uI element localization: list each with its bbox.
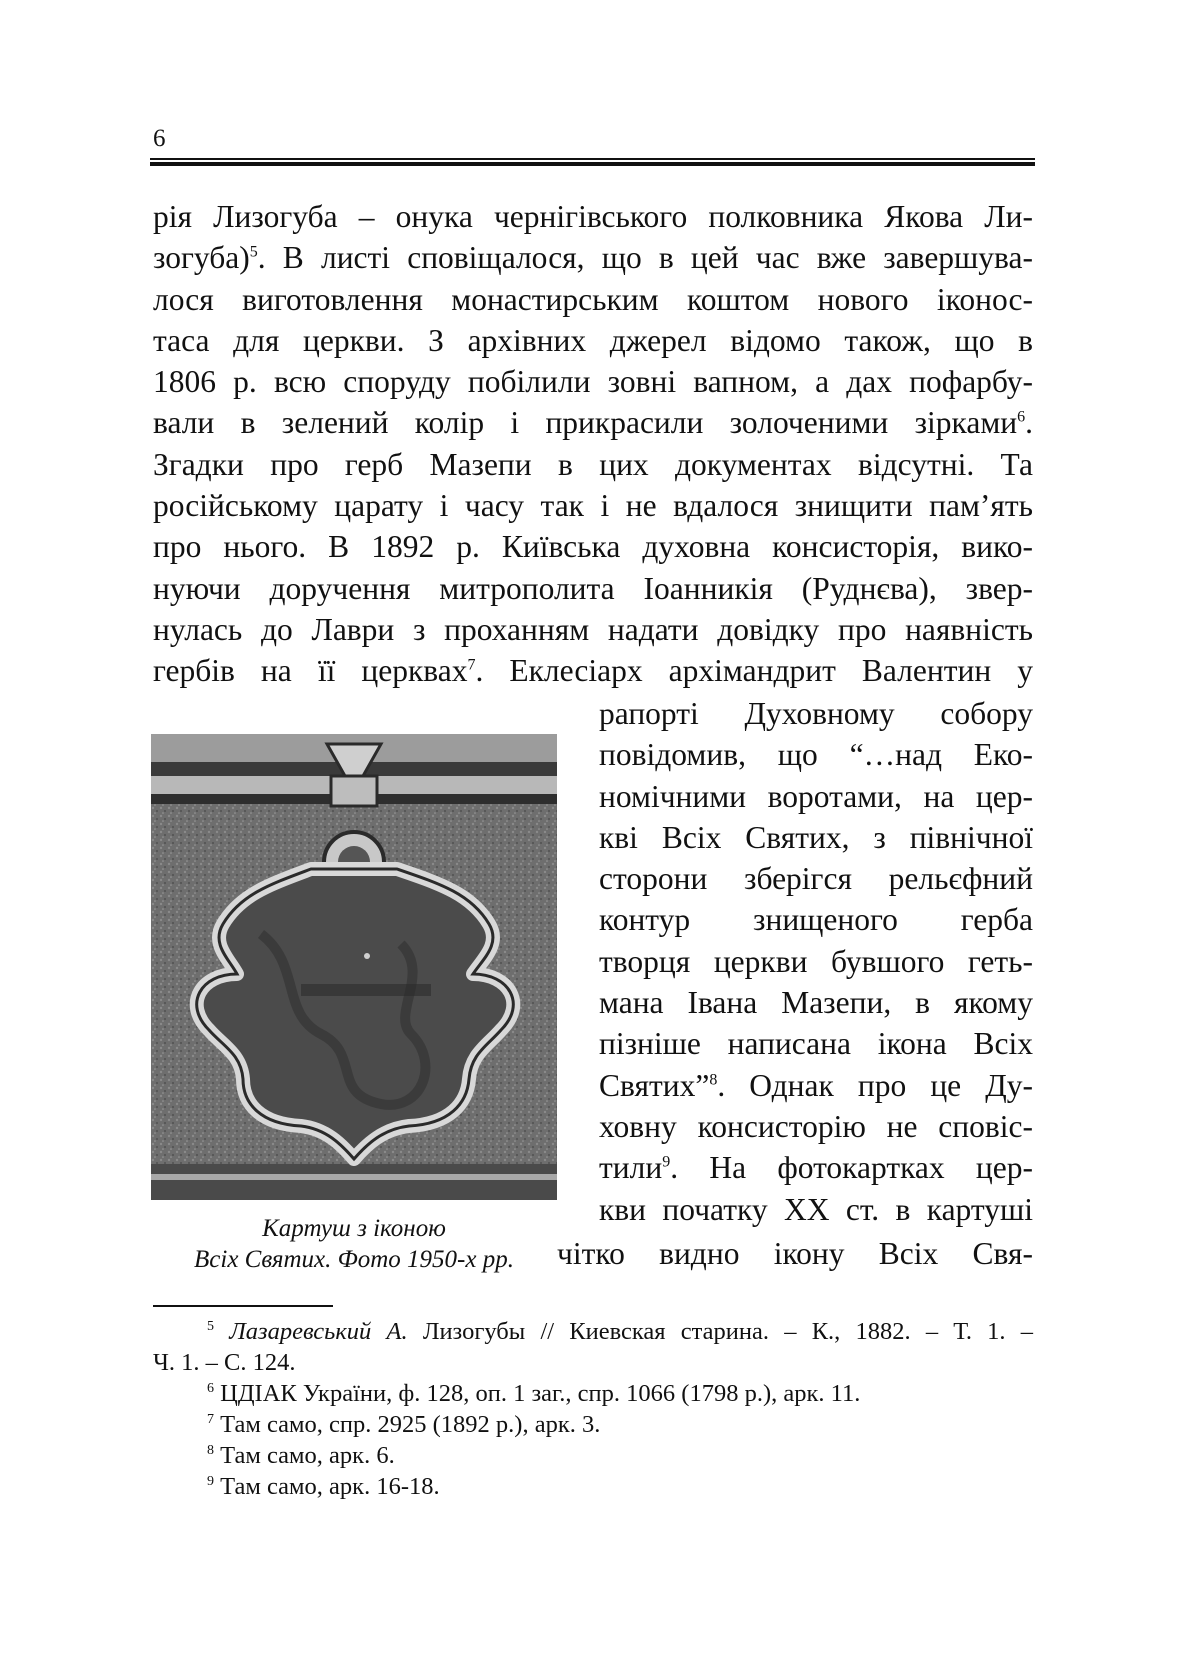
- caption-line: Картуш з іконою: [262, 1215, 446, 1242]
- text-line: творця церкви бувшого геть-: [599, 943, 1033, 979]
- footnote-ref: 7: [467, 656, 476, 674]
- text-line: рапорті Духовному собору: [599, 696, 1033, 731]
- text-line: мана Івана Мазепи, в якому: [599, 985, 1033, 1021]
- footnote-number: 5: [207, 1318, 214, 1334]
- footnote-ref: 5: [249, 243, 258, 261]
- page-number: 6: [153, 125, 166, 152]
- text-line: рія Лизогуба – онука чернігівського полковника Якова Ли-: [153, 199, 1033, 234]
- footnote-number: 7: [207, 1411, 214, 1427]
- footnote-item: $^9$ Там само, арк. 16-18.: [207, 1473, 440, 1500]
- text-line: нулась до Лаври з проханням надати довідку про наявність: [153, 611, 1033, 647]
- last-text-line: [557, 1233, 1033, 1274]
- header-rule: [150, 158, 1035, 167]
- header-rule-thick: [150, 162, 1035, 166]
- text-line: кві Всіх Святих, з північної: [599, 819, 1033, 855]
- text-line: таса для церкви. З архівних джерел відомо також, що в: [153, 322, 1033, 358]
- footnote-continuation: Ч. 1. – С. 124.: [153, 1349, 296, 1376]
- side-text: [599, 693, 1033, 1230]
- cartouche-photo-image: [151, 734, 557, 1200]
- text-line: російському царату і часу так і не вдалося знищити пам’ять: [153, 488, 1033, 524]
- footnote-rule: [153, 1305, 333, 1307]
- footnotes: [153, 1316, 1033, 1502]
- footnote-item: $^5$ Лазаревський А. Лизогубы // Киевская старина. – К., 1882. – Т. 1. –: [207, 1318, 1033, 1345]
- footnote-ref: 8: [709, 1071, 718, 1089]
- footnote-item: $^8$ Там само, арк. 6.: [207, 1442, 395, 1469]
- text-line: Згадки про герб Мазепи в цих документах відсутні. Та: [153, 446, 1033, 482]
- body-text: [153, 196, 1033, 692]
- text-line: кви початку XX ст. в картуші: [599, 1191, 1033, 1227]
- photo-caption: [151, 1213, 557, 1275]
- text-line: про нього. В 1892 р. Київська духовна консисторія, вико-: [153, 529, 1033, 565]
- text-line: лося виготовлення монастирським коштом нового іконос-: [153, 281, 1033, 317]
- footnote-number: 6: [207, 1380, 214, 1396]
- text-line: сторони зберігся рельєфний: [599, 861, 1033, 897]
- footnote-ref: 6: [1017, 408, 1026, 426]
- caption-line: Всіх Святих. Фото 1950-х рр.: [194, 1246, 514, 1273]
- text-line: гербів на її церквах$^7$. Еклесіарх архімандрит Валентин у: [153, 653, 1033, 689]
- text-line: 1806 р. всю споруду побілили зовні вапном, а дах пофарбу-: [153, 364, 1033, 400]
- text-line: номічними воротами, на цер-: [599, 778, 1033, 814]
- text-line: чітко видно ікону Всіх Свя-: [557, 1236, 1033, 1271]
- text-line: зогуба)$^5$. В листі сповіщалося, що в цей час вже завершува-: [153, 240, 1033, 276]
- text-line: ховну консисторію не сповіс-: [599, 1108, 1033, 1144]
- footnote-author: Лазаревський А.: [229, 1318, 408, 1345]
- footnote-number: 8: [207, 1442, 214, 1458]
- text-line: контур знищеного герба: [599, 902, 1033, 938]
- text-line: повідомив, що “…над Еко-: [599, 737, 1033, 773]
- header-rule-thin: [150, 158, 1035, 160]
- footnote-item: $^6$ ЦДІАК України, ф. 128, оп. 1 заг., спр. 1066 (1798 р.), арк. 11.: [207, 1380, 861, 1407]
- footnote-item: $^7$ Там само, спр. 2925 (1892 р.), арк. 3.: [207, 1411, 601, 1438]
- text-line: тили$^9$. На фотокартках цер-: [599, 1150, 1033, 1186]
- photo-cartouche: [151, 734, 557, 1200]
- footnote-number: 9: [207, 1473, 214, 1489]
- text-line: пізніше написана ікона Всіх: [599, 1026, 1033, 1062]
- text-line: Святих”$^8$. Однак про це Ду-: [599, 1067, 1033, 1103]
- text-line: вали в зелений колір і прикрасили золоченими зірками$^6$.: [153, 405, 1033, 441]
- footnote-ref: 9: [662, 1153, 671, 1171]
- text-line: нуючи доручення митрополита Іоанникія (Руднєва), звер-: [153, 570, 1033, 606]
